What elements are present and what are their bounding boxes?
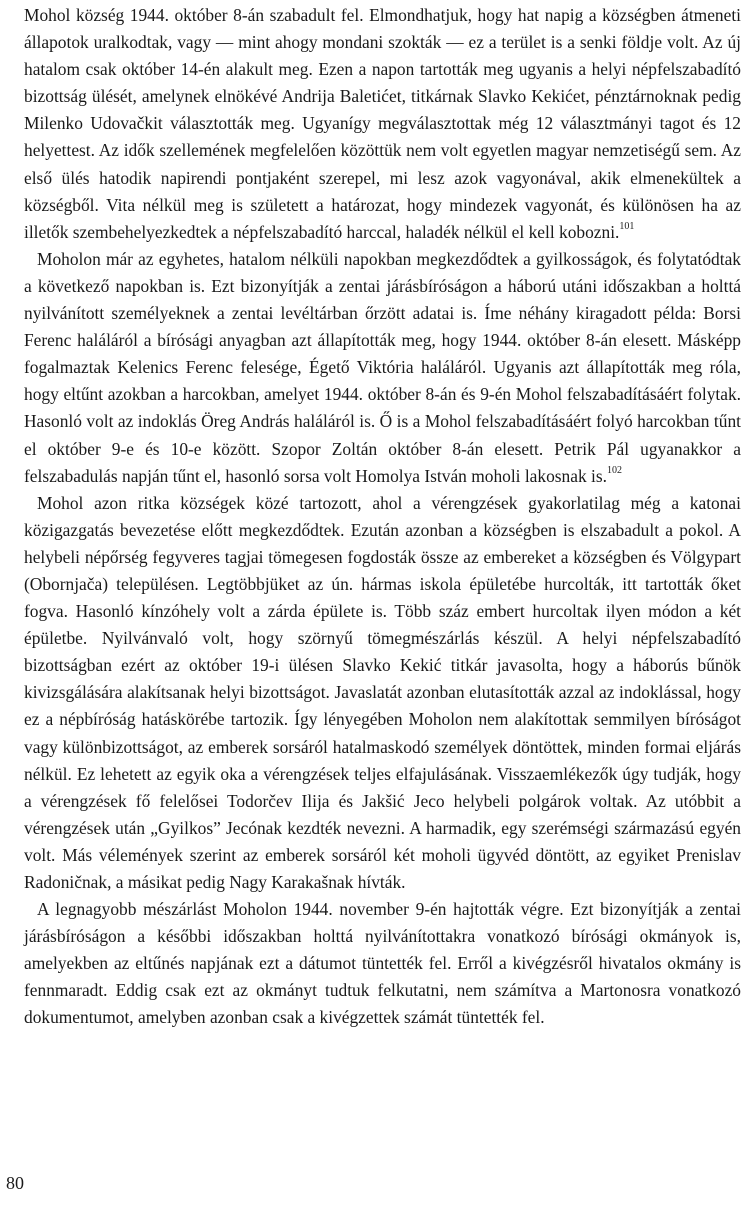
paragraph-2-text: Moholon már az egyhetes, hatalom nélküli napokban megkezdődtek a gyilkosságok, és folytatódtak a következő napokban is. Ezt bizonyítják a zentai járásbíróságon a háború utáni időszakban a holttá nyilvánított személyeknek a zentai levéltárban őrzött adatai is. Íme néhány kiragadott példa: Borsi Ferenc haláláról a bírósági anyagban azt állapították meg, hogy 1944. október 8-án elesett. Másképp fogalmaztak Kelenics Ferenc felesége, Égető Viktória haláláról. Ugyanis azt állapították meg róla, hogy eltűnt azokban a harcokban, amelyet 1944. október 8-án és 9-én Mohol felszabadításáért folytak. Hasonló volt az indoklás Öreg András haláláról is. Ő is a Mohol felszabadításáért folyó harcokban tűnt el október 9-e és 10-e között. Szopor Zoltán október 8-án elesett. Petrik Pál ugyanakkor a felszabadulás napján tűnt el, hasonló sorsa volt Homolya István moholi lakosnak is. (24, 248, 741, 486)
footnote-ref-101: 101 (619, 220, 635, 232)
page-body (24, 0, 741, 1032)
paragraph-1 (24, 2, 741, 246)
paragraph-4 (24, 896, 741, 1031)
paragraph-4-text: A legnagyobb mészárlást Moholon 1944. november 9-én hajtották végre. Ezt bizonyítják a zentai járásbíróságon a későbbi időszakban holttá nyilvánítottakra vonatkozó bírósági okmányok is, amelyekben az eltűnés napjának ezt a dátumot tüntették fel. Erről a kivégzésről hivatalos okmány is fennmaradt. Eddig csak ezt az okmányt tudtuk felkutatni, nem számítva a Martonosra vonatkozó dokumentumot, amelyben azonban csak a kivégzettek számát tüntették fel. (24, 899, 741, 1028)
paragraph-3 (24, 490, 741, 896)
page-number: 80 (6, 1173, 24, 1193)
paragraph-1-text: Mohol község 1944. október 8-án szabadult fel. Elmondhatjuk, hogy hat napig a községben átmeneti állapotok uralkodtak, vagy — mint ahogy mondani szokták — ez a terület is a senki földje volt. Az új hatalom csak október 14-én alakult meg. Ezen a napon tartották meg ugyanis a helyi népfelszabadító bizottság ülését, amelynek elnökévé Andrija Baletićet, titkárnak Slavko Kekićet, pénztárnoknak pedig Milenko Udovačkit választották meg. Ugyanígy megválasztottak még 12 választmányi tagot és 12 helyettest. Az idők szellemének megfelelően közöttük nem volt egyetlen magyar nemzetiségű sem. Az első ülés hatodik napirendi pontjaként szerepel, mi lesz azok vagyonával, akik elmenekültek a községből. Vita nélkül meg is született a határozat, hogy mindezek vagyonát, és különösen ha az illetők szembehelyezkedtek a népfelszabadító harccal, haladék nélkül el kell kobozni. (24, 5, 741, 242)
footnote-ref-102: 102 (606, 464, 622, 476)
paragraph-3-text: Mohol azon ritka községek közé tartozott, ahol a vérengzések gyakorlatilag még a katonai közigazgatás bevezetése előtt megkezdődtek. Ezután azonban a községben is elszabadult a pokol. A helybeli népőrség fegyveres tagjai tömegesen fogdosták össze az embereket a községben és Völgypart (Obornjača) településen. Legtöbbjüket az ún. hármas iskola épületébe hurcolták, itt tartották őket fogva. Hasonló kínzóhely volt a zárda épülete is. Több száz embert hurcoltak ilyen módon a két épületbe. Nyilvánvaló volt, hogy szörnyű tömegmészárlás készül. A helyi népfelszabadító bizottságban ezért az október 19-i ülésen Slavko Kekić titkár javasolta, hogy a háborús bűnök kivizsgálására alakítsanak helyi bizottságot. Javaslatát azonban elutasították azzal az indoklással, hogy ez a népbíróság hatáskörébe tartozik. Így lényegében Moholon nem alakítottak semmilyen bíróságot vagy különbizottságot, az emberek sorsáról hatalmaskodó személyek döntöttek, minden formai eljárás nélkül. Ez lehetett az egyik oka a vérengzések teljes elfajulásának. Visszaemlékezők úgy tudják, hogy a vérengzések fő felelősei Todorčev Ilija és Jakšić Jeco helybeli polgárok voltak. Az utóbbit a vérengzések után „Gyilkos” Jecónak kezdték nevezni. A harmadik, egy szerémségi származású egyén volt. Más vélemények szerint az emberek sorsáról két moholi ügyvéd döntött, az egyiket Prenislav Radoničnak, a másikat pedig Nagy Karakašnak hívták. (24, 492, 741, 892)
paragraph-2 (24, 246, 741, 490)
